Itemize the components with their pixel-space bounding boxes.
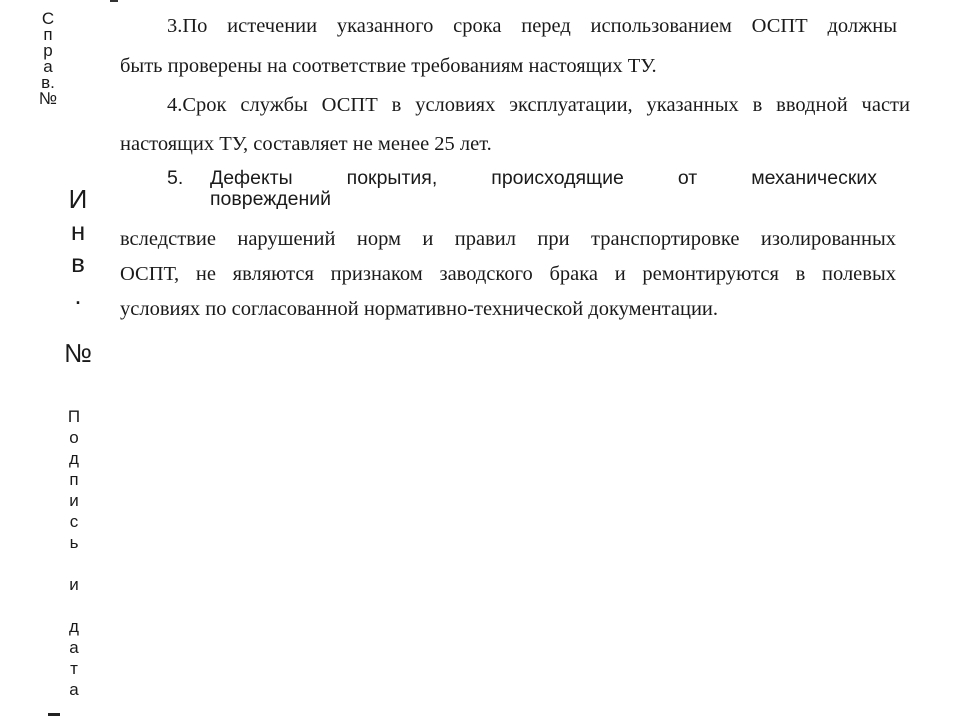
- stamp-char: С: [41, 9, 55, 28]
- paragraph-4-line-1: 4.Срок службы ОСПТ в условиях эксплуатации, указанных в вводной части: [167, 94, 910, 116]
- stamp-char: о: [69, 428, 79, 447]
- stamp-char: .: [74, 280, 82, 310]
- stamp-char: т: [70, 659, 78, 678]
- stamp-char: п: [43, 25, 53, 44]
- stamp-char: а: [69, 680, 79, 699]
- stamp-char: в.: [41, 73, 55, 92]
- stamp-char: и: [69, 575, 79, 594]
- stamp-char: №: [38, 89, 58, 108]
- paragraph-5-line-4: ОСПТ, не являются признаком заводского брака и ремонтируются в полевых: [120, 263, 896, 285]
- stamp-char: №: [64, 338, 92, 368]
- paragraph-3-line-2: быть проверены на соответствие требованиям настоящих ТУ.: [120, 55, 657, 77]
- list-item-text: [210, 168, 877, 211]
- stamp-char: И: [68, 184, 88, 214]
- stamp-char: п: [69, 470, 79, 489]
- stamp-char: с: [69, 512, 79, 531]
- paragraph-5-line-5: условиях по согласованной нормативно-технической документации.: [120, 298, 719, 320]
- stamp-char: д: [69, 617, 79, 636]
- stamp-char: д: [69, 449, 79, 468]
- bottom-edge-mark: [48, 713, 60, 720]
- paragraph-5-line-1: Дефекты покрытия, происходящие от механических: [210, 167, 877, 189]
- paragraph-3-line-1: 3.По истечении указанного срока перед использованием ОСПТ должны: [167, 15, 897, 37]
- paragraph-5-line-3: вследствие нарушений норм и правил при транспортировке изолированных: [120, 228, 896, 250]
- paragraph-5-list-item: [167, 168, 877, 211]
- stamp-podpis-label: [62, 408, 86, 702]
- stamp-char: и: [69, 491, 79, 510]
- stamp-char: в: [71, 248, 85, 278]
- stamp-inv-label: [58, 186, 98, 372]
- top-edge-mark: [110, 0, 118, 2]
- paragraph-5-line-2: повреждений: [210, 188, 332, 211]
- stamp-char: П: [67, 407, 81, 426]
- stamp-char: а: [43, 57, 53, 76]
- stamp-char: р: [43, 41, 53, 60]
- paragraph-4-line-2: настоящих ТУ, составляет не менее 25 лет.: [120, 133, 492, 155]
- list-number: 5.: [167, 167, 184, 189]
- stamp-sprav-label: [30, 10, 66, 106]
- stamp-char: ь: [69, 533, 79, 552]
- stamp-char: а: [69, 638, 79, 657]
- stamp-char: н: [70, 216, 86, 246]
